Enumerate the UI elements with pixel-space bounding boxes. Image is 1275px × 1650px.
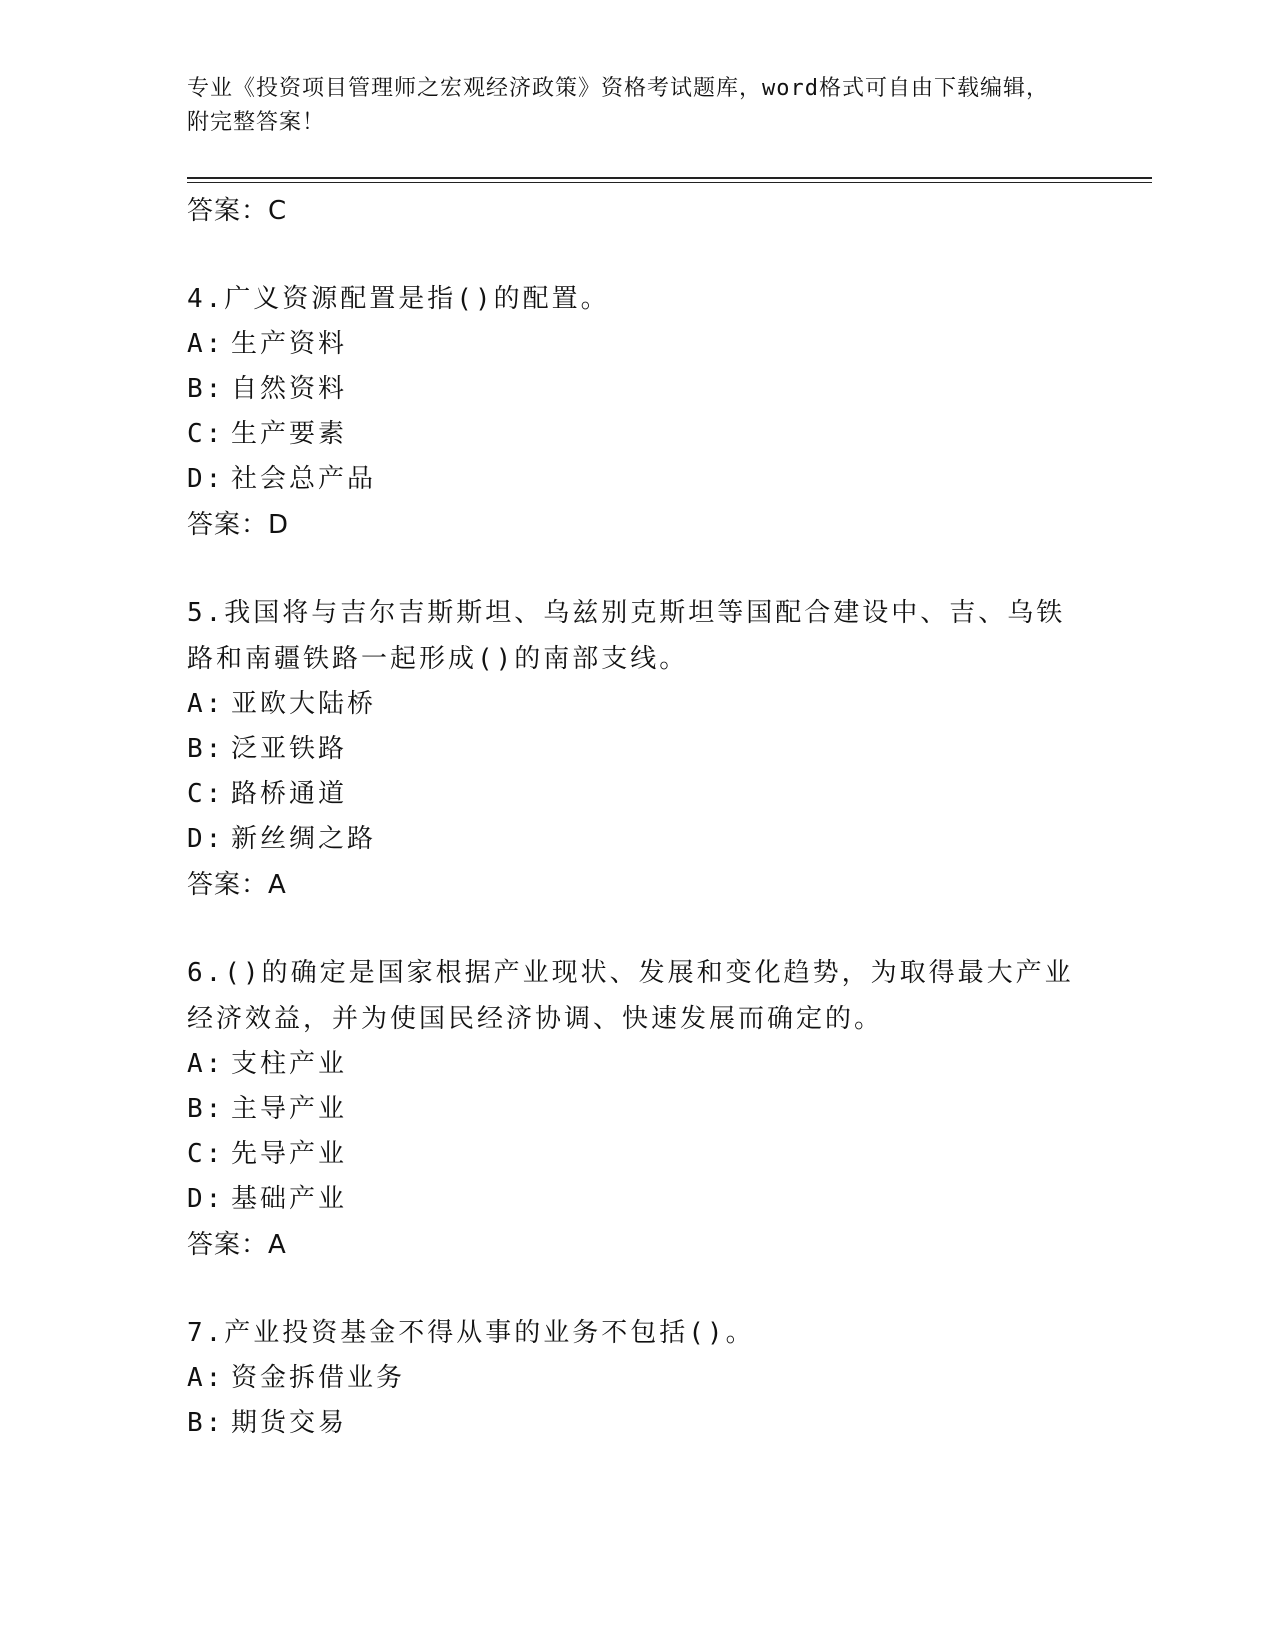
option-letter: C: (187, 419, 225, 449)
option-a (187, 322, 1087, 367)
option-d (187, 457, 1087, 502)
question-stem: 6.()的确定是国家根据产业现状、发展和变化趋势，为取得最大产业经济效益，并为使国民经济协调、快速发展而确定的。 (187, 958, 1074, 1034)
question-stem: 5.我国将与吉尔吉斯斯坦、乌兹别克斯坦等国配合建设中、吉、乌铁路和南疆铁路一起形成()的南部支线。 (187, 598, 1066, 674)
option-letter: C: (187, 1139, 225, 1169)
option-c (187, 772, 1087, 817)
question-stem: 7.产业投资基金不得从事的业务不包括()。 (187, 1318, 755, 1348)
option-b (187, 1401, 1087, 1446)
question-item (187, 950, 1087, 1268)
option-c (187, 1132, 1087, 1177)
option-d (187, 1177, 1087, 1222)
option-text: 生产资料 (231, 329, 348, 359)
option-letter: B: (187, 374, 225, 404)
option-text: 先导产业 (231, 1139, 348, 1169)
option-d (187, 817, 1087, 862)
document-header: 专业《投资项目管理师之宏观经济政策》资格考试题库，word格式可自由下载编辑，附完整答案！ (187, 76, 1049, 135)
option-text: 社会总产品 (231, 464, 377, 494)
option-letter: C: (187, 779, 225, 809)
option-letter: B: (187, 1094, 225, 1124)
header-divider-thick (187, 177, 1152, 179)
option-c (187, 412, 1087, 457)
answer-line: 答案：A (187, 1230, 287, 1260)
question-item (187, 1310, 1087, 1446)
option-text: 主导产业 (231, 1094, 348, 1124)
question-stem: 4.广义资源配置是指()的配置。 (187, 284, 610, 314)
option-a (187, 1356, 1087, 1401)
option-text: 亚欧大陆桥 (231, 689, 377, 719)
document-body (187, 188, 1087, 1446)
option-text: 自然资料 (231, 374, 348, 404)
option-letter: B: (187, 1408, 225, 1438)
option-text: 新丝绸之路 (231, 824, 377, 854)
option-letter: A: (187, 689, 225, 719)
option-letter: A: (187, 329, 225, 359)
option-text: 生产要素 (231, 419, 348, 449)
option-letter: D: (187, 824, 225, 854)
option-b (187, 727, 1087, 772)
option-a (187, 682, 1087, 727)
option-text: 基础产业 (231, 1184, 348, 1214)
option-b (187, 367, 1087, 412)
option-text: 期货交易 (231, 1408, 348, 1438)
option-letter: D: (187, 1184, 225, 1214)
answer-line: 答案：A (187, 870, 287, 900)
header-divider-thin (187, 182, 1152, 183)
option-text: 路桥通道 (231, 779, 348, 809)
option-a (187, 1042, 1087, 1087)
option-letter: B: (187, 734, 225, 764)
option-b (187, 1087, 1087, 1132)
option-letter: A: (187, 1049, 225, 1079)
question-item (187, 590, 1087, 908)
option-text: 支柱产业 (231, 1049, 348, 1079)
question-item (187, 276, 1087, 548)
previous-answer: 答案：C (187, 196, 288, 226)
option-letter: D: (187, 464, 225, 494)
option-text: 资金拆借业务 (231, 1363, 406, 1393)
option-text: 泛亚铁路 (231, 734, 348, 764)
answer-line: 答案：D (187, 510, 290, 540)
option-letter: A: (187, 1363, 225, 1393)
